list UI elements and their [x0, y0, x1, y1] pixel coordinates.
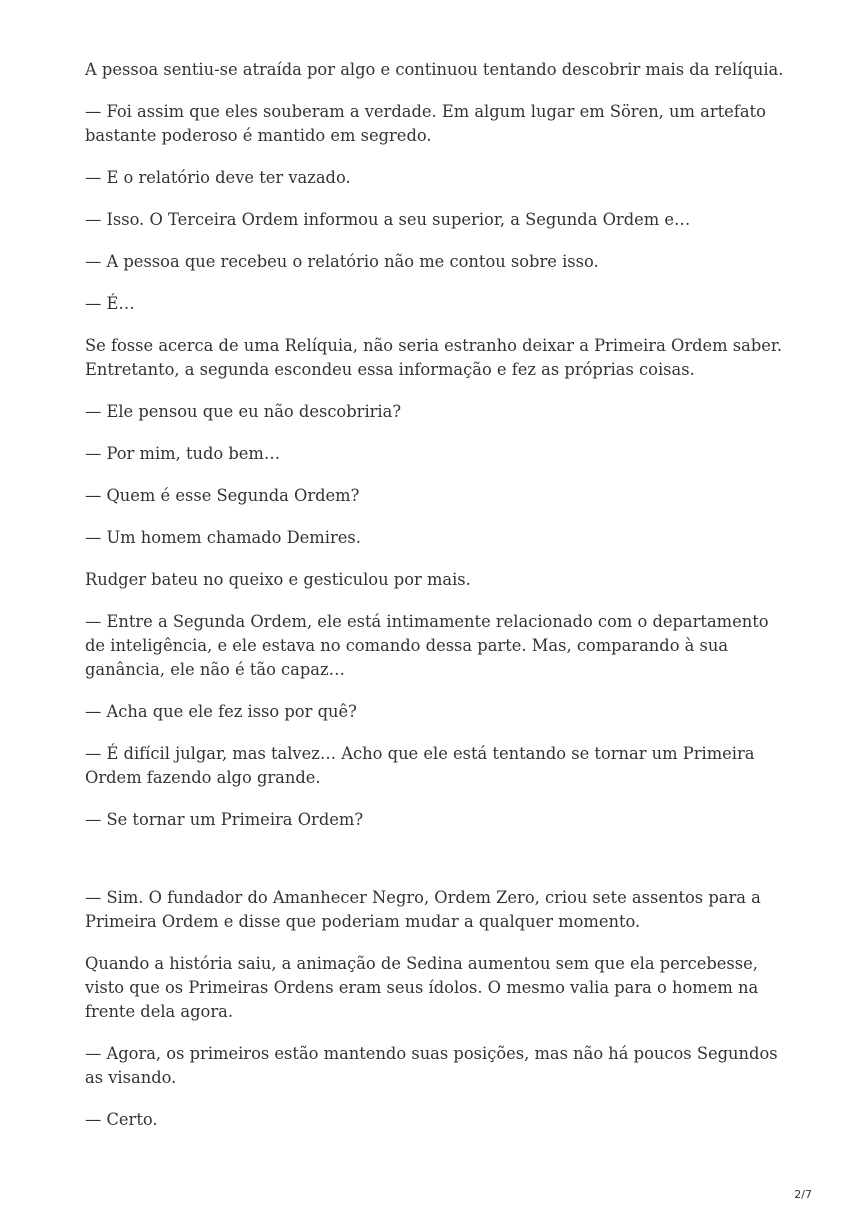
paragraph: — Entre a Segunda Ordem, ele está intimamente relacionado com o departamento de inteligência, e ele estava no comando dessa parte. Mas, comparando à sua ganância, ele não é tão capaz… [85, 612, 769, 679]
paragraph: — Isso. O Terceira Ordem informou a seu superior, a Segunda Ordem e… [85, 210, 691, 229]
paragraph: — Agora, os primeiros estão mantendo suas posições, mas não há poucos Segundos as visando. [85, 1044, 778, 1087]
paragraph: Se fosse acerca de uma Relíquia, não seria estranho deixar a Primeira Ordem saber. Entretanto, a segunda escondeu essa informação e fez as próprias coisas. [85, 336, 783, 379]
paragraph: — Sim. O fundador do Amanhecer Negro, Ordem Zero, criou sete assentos para a Primeira Ordem e disse que poderiam mudar a qualquer momento. [85, 888, 761, 931]
paragraph: — Por mim, tudo bem… [85, 444, 281, 463]
paragraph: — Foi assim que eles souberam a verdade. Em algum lugar em Sören, um artefato bastante poderoso é mantido em segredo. [85, 102, 766, 145]
paragraph: — Acha que ele fez isso por quê? [85, 702, 357, 721]
paragraph: — Quem é esse Segunda Ordem? [85, 486, 360, 505]
paragraph: — Certo. [85, 1110, 158, 1129]
paragraph: — É difícil julgar, mas talvez… Acho que ele está tentando se tornar um Primeira Ordem fazendo algo grande. [85, 744, 755, 787]
paragraph: — Se tornar um Primeira Ordem? [85, 810, 364, 829]
paragraph: — Ele pensou que eu não descobriria? [85, 402, 402, 421]
paragraph: — E o relatório deve ter vazado. [85, 168, 351, 187]
paragraph: — É… [85, 294, 135, 313]
paragraph: — Um homem chamado Demires. [85, 528, 361, 547]
paragraph: Rudger bateu no queixo e gesticulou por mais. [85, 570, 471, 589]
paragraph: — A pessoa que recebeu o relatório não me contou sobre isso. [85, 252, 599, 271]
page-number: 2/7 [794, 1188, 812, 1201]
paragraph: Quando a história saiu, a animação de Sedina aumentou sem que ela percebesse, visto que os Primeiras Ordens eram seus ídolos. O mesmo valia para o homem na frente dela agora. [85, 954, 759, 1021]
paragraph: A pessoa sentiu-se atraída por algo e continuou tentando descobrir mais da relíquia. [85, 60, 784, 79]
document-body [85, 58, 790, 1150]
